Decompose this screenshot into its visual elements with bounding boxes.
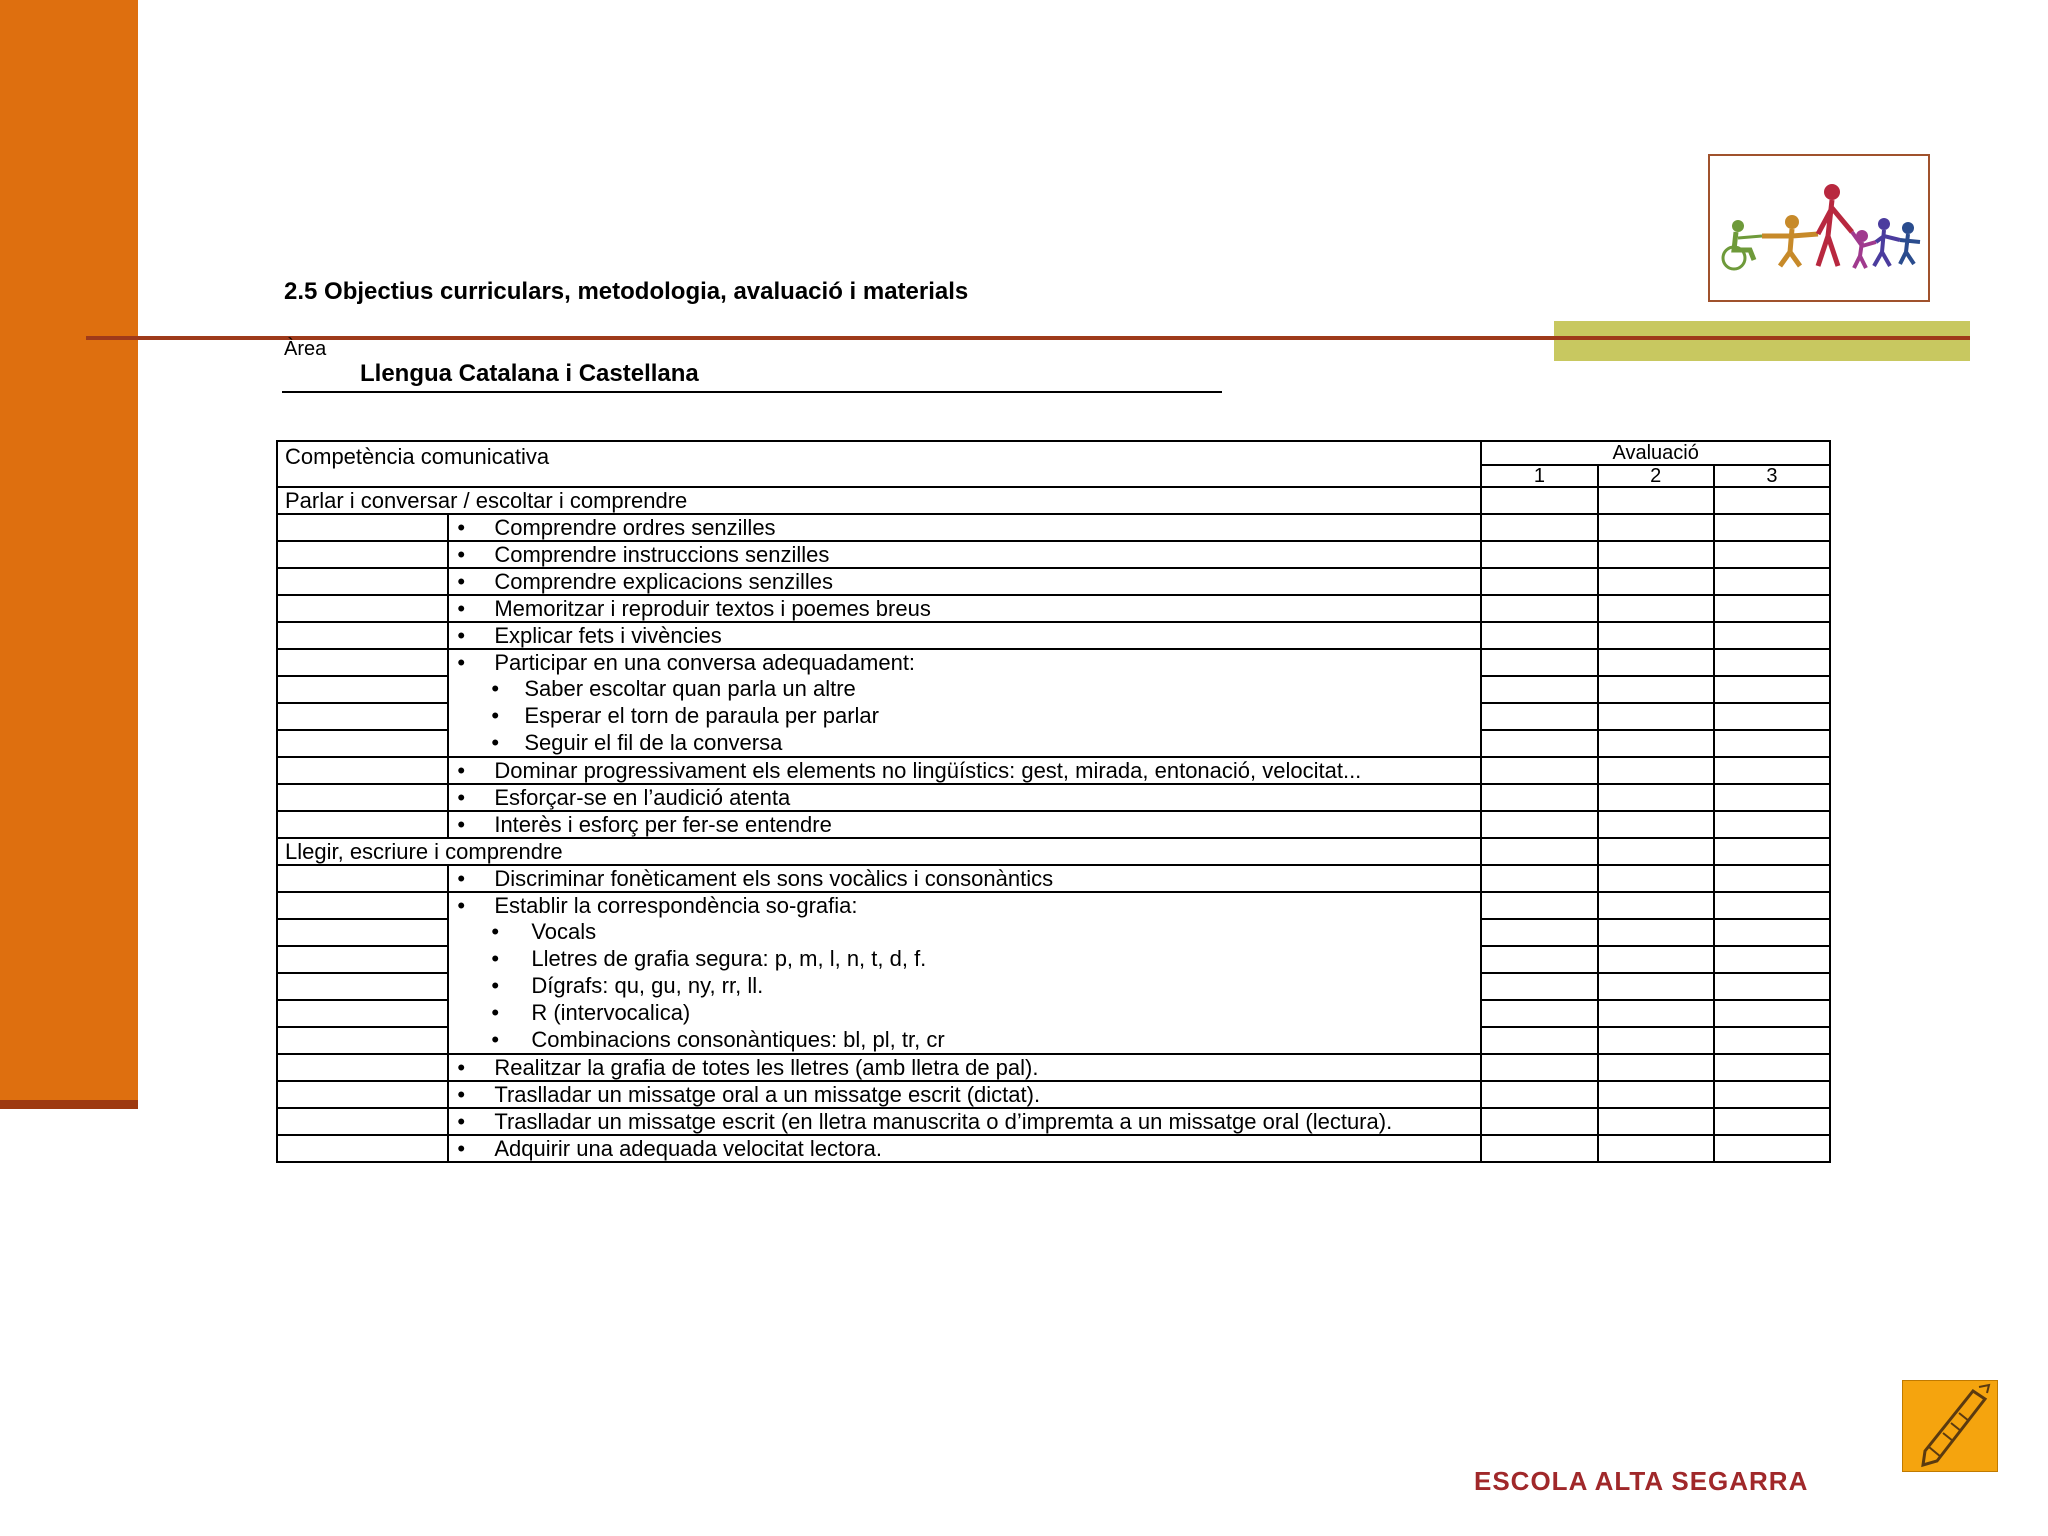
section-title: Llegir, escriure i comprendre	[277, 838, 1481, 865]
eval-cell[interactable]	[1481, 676, 1597, 703]
blank-cell	[277, 649, 448, 676]
blank-cell	[277, 1054, 448, 1081]
eval-cell[interactable]	[1481, 811, 1597, 838]
table-row	[277, 703, 1830, 730]
eval-cell[interactable]	[1714, 973, 1830, 1000]
eval-cell[interactable]	[1481, 487, 1597, 514]
blank-cell	[277, 1027, 448, 1054]
table-row	[277, 784, 1830, 811]
table-row	[277, 649, 1830, 676]
eval-cell[interactable]	[1481, 865, 1597, 892]
eval-cell[interactable]	[1714, 730, 1830, 757]
objective-cell: • Realitzar la grafia de totes les lletres (amb lletra de pal).	[448, 1054, 1481, 1081]
eval-cell[interactable]	[1598, 1054, 1714, 1081]
blank-cell	[277, 730, 448, 757]
table-row	[277, 1108, 1830, 1135]
table-row	[277, 757, 1830, 784]
table-row	[277, 946, 1830, 973]
objective-cell: • Explicar fets i vivències	[448, 622, 1481, 649]
people-chain-icon	[1710, 156, 1928, 300]
blank-cell	[277, 865, 448, 892]
eval-cell[interactable]	[1598, 568, 1714, 595]
eval-cell[interactable]	[1598, 811, 1714, 838]
eval-cell[interactable]	[1598, 892, 1714, 919]
objective-cell: • Lletres de grafia segura: p, m, l, n, t, d, f.	[448, 946, 1481, 973]
table-row	[277, 892, 1830, 919]
table-row	[277, 1081, 1830, 1108]
eval-cell[interactable]	[1714, 622, 1830, 649]
section-title: Parlar i conversar / escoltar i comprendre	[277, 487, 1481, 514]
blank-cell	[277, 811, 448, 838]
blank-cell	[277, 919, 448, 946]
objective-cell: • Comprendre explicacions senzilles	[448, 568, 1481, 595]
objective-cell: • Discriminar fonèticament els sons vocàlics i consonàntics	[448, 865, 1481, 892]
blank-cell	[277, 703, 448, 730]
blank-cell	[277, 973, 448, 1000]
table-row	[277, 568, 1830, 595]
table-row	[277, 865, 1830, 892]
objective-cell: • Seguir el fil de la conversa	[448, 730, 1481, 757]
eval-cell[interactable]	[1598, 487, 1714, 514]
eval-cell[interactable]	[1481, 757, 1597, 784]
blank-cell	[277, 757, 448, 784]
blank-cell	[277, 1000, 448, 1027]
blank-cell	[277, 541, 448, 568]
eval-cell[interactable]	[1481, 649, 1597, 676]
blank-cell	[277, 676, 448, 703]
eval-cell[interactable]	[1481, 703, 1597, 730]
eval-cell[interactable]	[1598, 973, 1714, 1000]
eval-cell[interactable]	[1481, 946, 1597, 973]
blank-cell	[277, 595, 448, 622]
eval-cell[interactable]	[1481, 892, 1597, 919]
eval-cell[interactable]	[1714, 757, 1830, 784]
eval-cell[interactable]	[1714, 514, 1830, 541]
eval-cell[interactable]	[1481, 1081, 1597, 1108]
eval-cell[interactable]	[1481, 919, 1597, 946]
eval-cell[interactable]	[1714, 541, 1830, 568]
table-row	[277, 1000, 1830, 1027]
olive-accent-block	[1554, 321, 1970, 361]
eval-cell[interactable]	[1714, 946, 1830, 973]
blank-cell	[277, 892, 448, 919]
eval-cell[interactable]	[1714, 1081, 1830, 1108]
objective-cell: • Comprendre ordres senzilles	[448, 514, 1481, 541]
table-row	[277, 1054, 1830, 1081]
eval-cell[interactable]	[1481, 541, 1597, 568]
objective-cell: • Combinacions consonàntiques: bl, pl, tr, cr	[448, 1027, 1481, 1054]
eval-cell[interactable]	[1714, 595, 1830, 622]
objective-cell: • Participar en una conversa adequadament:	[448, 649, 1481, 676]
eval-cell[interactable]	[1598, 703, 1714, 730]
blank-cell	[277, 1108, 448, 1135]
left-orange-bar	[0, 0, 138, 1100]
eval-cell[interactable]	[1598, 595, 1714, 622]
eval-cell[interactable]	[1598, 649, 1714, 676]
eval-cell[interactable]	[1714, 811, 1830, 838]
curriculum-table	[276, 440, 1831, 1163]
eval-cell[interactable]	[1598, 676, 1714, 703]
eval-cell[interactable]	[1598, 730, 1714, 757]
competence-header: Competència comunicativa	[277, 441, 1481, 487]
eval-cell[interactable]	[1714, 865, 1830, 892]
eval-cell[interactable]	[1598, 1000, 1714, 1027]
eval-cell[interactable]	[1481, 1027, 1597, 1054]
eval-cell[interactable]	[1481, 622, 1597, 649]
pencil-icon	[1902, 1380, 1998, 1472]
eval-cell[interactable]	[1598, 757, 1714, 784]
area-label: Àrea	[284, 338, 327, 360]
eval-cell[interactable]	[1714, 487, 1830, 514]
area-underline	[282, 391, 1222, 393]
eval-cell[interactable]	[1598, 1108, 1714, 1135]
eval-cell[interactable]	[1481, 838, 1597, 865]
table-row	[277, 1027, 1830, 1054]
eval-cell[interactable]	[1598, 1027, 1714, 1054]
eval-cell[interactable]	[1598, 946, 1714, 973]
objective-cell: • Interès i esforç per fer-se entendre	[448, 811, 1481, 838]
objective-cell: • Esperar el torn de paraula per parlar	[448, 703, 1481, 730]
eval-cell[interactable]	[1714, 784, 1830, 811]
eval-cell[interactable]	[1714, 1135, 1830, 1162]
eval-cell[interactable]	[1714, 676, 1830, 703]
eval-cell[interactable]	[1598, 838, 1714, 865]
table-row	[277, 541, 1830, 568]
objective-cell: • Establir la correspondència so-grafia:	[448, 892, 1481, 919]
eval-cell[interactable]	[1714, 568, 1830, 595]
eval-cell[interactable]	[1714, 1108, 1830, 1135]
eval-cell[interactable]	[1598, 1081, 1714, 1108]
eval-cell[interactable]	[1714, 1000, 1830, 1027]
page-title: 2.5 Objectius curriculars, metodologia, avaluació i materials	[284, 278, 969, 305]
eval-cell[interactable]	[1481, 1135, 1597, 1162]
evaluation-col-3: 3	[1714, 465, 1830, 487]
blank-cell	[277, 622, 448, 649]
eval-cell[interactable]	[1481, 1108, 1597, 1135]
section-row	[277, 487, 1830, 514]
blank-cell	[277, 784, 448, 811]
blank-cell	[277, 946, 448, 973]
table-row	[277, 730, 1830, 757]
table-row	[277, 622, 1830, 649]
objective-cell: • Esforçar-se en l’audició atenta	[448, 784, 1481, 811]
section-row	[277, 838, 1830, 865]
objective-cell: • Comprendre instruccions senzilles	[448, 541, 1481, 568]
eval-cell[interactable]	[1481, 1054, 1597, 1081]
eval-cell[interactable]	[1598, 784, 1714, 811]
eval-cell[interactable]	[1481, 514, 1597, 541]
objective-cell: • Adquirir una adequada velocitat lectora.	[448, 1135, 1481, 1162]
area-name: Llengua Catalana i Castellana	[360, 360, 699, 387]
eval-cell[interactable]	[1714, 838, 1830, 865]
objective-cell: • Traslladar un missatge escrit (en lletra manuscrita o d’impremta a un missatge oral (lectura).	[448, 1108, 1481, 1135]
eval-cell[interactable]	[1598, 622, 1714, 649]
table-row	[277, 676, 1830, 703]
blank-cell	[277, 1081, 448, 1108]
table-row	[277, 514, 1830, 541]
objective-cell: • Dígrafs: qu, gu, ny, rr, ll.	[448, 973, 1481, 1000]
blank-cell	[277, 1135, 448, 1162]
eval-cell[interactable]	[1598, 1135, 1714, 1162]
objective-cell: • R (intervocalica)	[448, 1000, 1481, 1027]
eval-cell[interactable]	[1598, 919, 1714, 946]
eval-cell[interactable]	[1714, 892, 1830, 919]
objective-cell: • Dominar progressivament els elements no lingüístics: gest, mirada, entonació, velocitat...	[448, 757, 1481, 784]
header-rule-overlay	[1554, 336, 1970, 340]
eval-cell[interactable]	[1598, 514, 1714, 541]
blank-cell	[277, 514, 448, 541]
table-row	[277, 973, 1830, 1000]
eval-cell[interactable]	[1714, 703, 1830, 730]
school-name: ESCOLA ALTA SEGARRA	[1474, 1466, 1809, 1496]
evaluation-col-1: 1	[1481, 465, 1597, 487]
eval-cell[interactable]	[1481, 595, 1597, 622]
eval-cell[interactable]	[1481, 1000, 1597, 1027]
table-row	[277, 595, 1830, 622]
eval-cell[interactable]	[1598, 541, 1714, 568]
evaluation-header: Avaluació	[1481, 441, 1830, 465]
objective-cell: • Memoritzar i reproduir textos i poemes breus	[448, 595, 1481, 622]
blank-cell	[277, 568, 448, 595]
table-row	[277, 919, 1830, 946]
evaluation-col-2: 2	[1598, 465, 1714, 487]
eval-cell[interactable]	[1598, 865, 1714, 892]
eval-cell[interactable]	[1714, 649, 1830, 676]
school-logo	[1708, 154, 1930, 302]
eval-cell[interactable]	[1714, 1054, 1830, 1081]
eval-cell[interactable]	[1481, 973, 1597, 1000]
objective-cell: • Traslladar un missatge oral a un missatge escrit (dictat).	[448, 1081, 1481, 1108]
eval-cell[interactable]	[1714, 1027, 1830, 1054]
eval-cell[interactable]	[1481, 730, 1597, 757]
objective-cell: • Vocals	[448, 919, 1481, 946]
eval-cell[interactable]	[1481, 568, 1597, 595]
eval-cell[interactable]	[1714, 919, 1830, 946]
left-bar-bottom-accent	[0, 1100, 138, 1109]
objective-cell: • Saber escoltar quan parla un altre	[448, 676, 1481, 703]
table-row	[277, 811, 1830, 838]
table-row	[277, 1135, 1830, 1162]
eval-cell[interactable]	[1481, 784, 1597, 811]
